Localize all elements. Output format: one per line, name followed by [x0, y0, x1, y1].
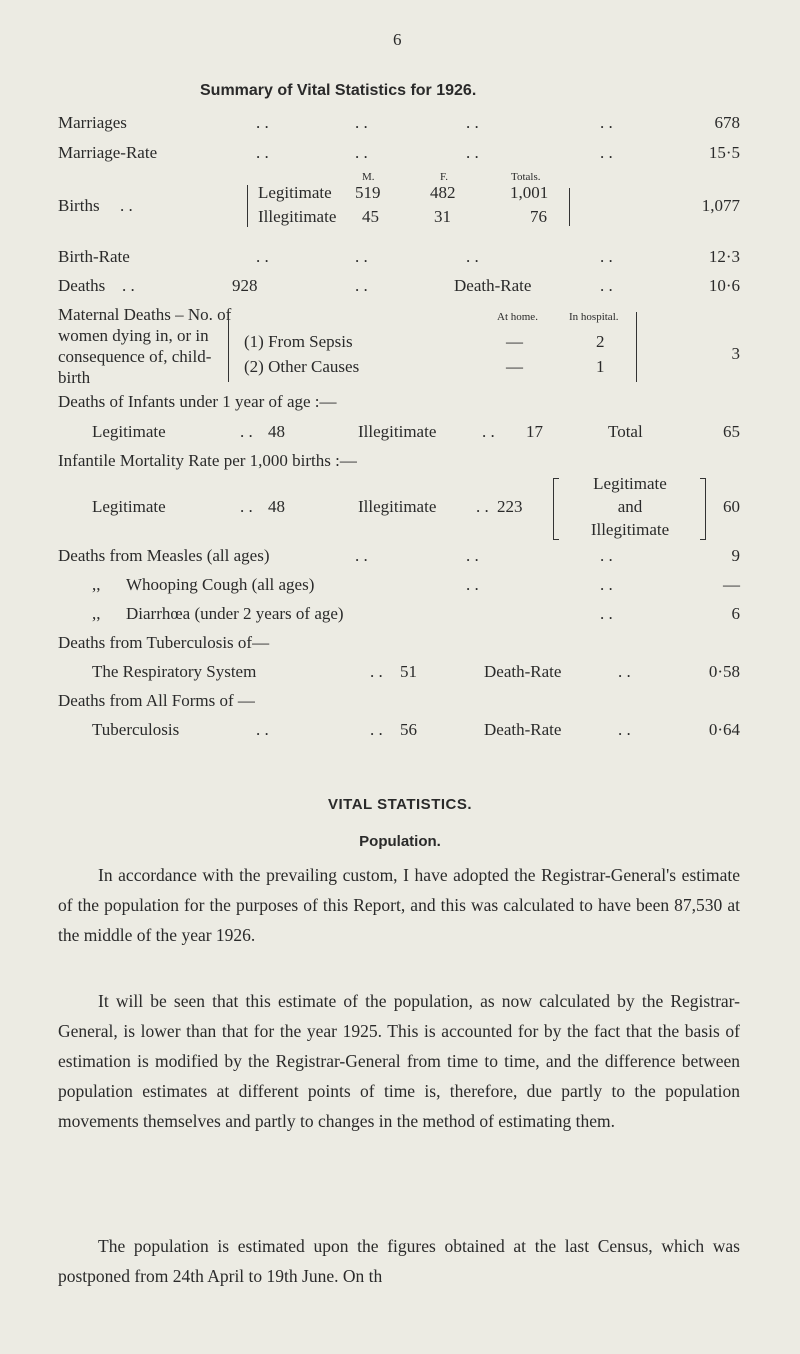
ditto-mark: ,, [92, 604, 101, 623]
diarrhoea-value: 6 [731, 604, 740, 623]
illegit-total: 76 [530, 207, 547, 226]
sepsis-home: — [506, 332, 523, 351]
dot-leader: . . [122, 276, 135, 295]
dot-leader: . . [600, 575, 613, 594]
dot-leader: . . [355, 113, 368, 132]
mortality-left-brace [553, 478, 559, 540]
dot-leader: . . [256, 113, 269, 132]
dot-leader: . . [256, 143, 269, 162]
death-rate-label: Death-Rate [454, 276, 532, 295]
dot-leader: . . [240, 497, 253, 516]
marriages-label: Marriages [58, 113, 127, 132]
dot-leader: . . [355, 143, 368, 162]
dot-leader: . . [355, 546, 368, 565]
dot-leader: . . [466, 143, 479, 162]
births-right-brace [566, 188, 570, 226]
dot-leader: . . [466, 113, 479, 132]
infant-legit-value: 48 [268, 422, 285, 441]
tb-resp-rate-label: Death-Rate [484, 662, 562, 681]
population-title: Population. [359, 833, 441, 850]
dot-leader: . . [466, 575, 479, 594]
vital-statistics-title: VITAL STATISTICS. [327, 796, 473, 813]
measles-label: Deaths from Measles (all ages) [58, 546, 270, 565]
tb-all-rate-value: 0·64 [708, 720, 740, 739]
dot-leader: . . [120, 196, 133, 215]
mortality-combined-l3: Illegitimate [590, 520, 670, 539]
illegit-m: 45 [362, 207, 379, 226]
dot-leader: . . [600, 546, 613, 565]
dot-leader: . . [600, 113, 613, 132]
other-hospital: 1 [596, 357, 605, 376]
tb-resp-label: The Respiratory System [92, 662, 257, 681]
measles-value: 9 [731, 546, 740, 565]
col-m: M. [362, 171, 375, 183]
legit-total: 1,001 [510, 183, 549, 202]
legit-label: Legitimate [258, 183, 332, 202]
dot-leader: . . [256, 720, 269, 739]
dot-leader: . . [600, 604, 613, 623]
tb-all-label: Tuberculosis [92, 720, 180, 739]
infant-total-value: 65 [723, 422, 740, 441]
births-label: Births [58, 196, 100, 215]
dot-leader: . . [482, 422, 495, 441]
dot-leader: . . [600, 247, 613, 266]
page-number: 6 [393, 30, 402, 49]
marriage-rate-label: Marriage-Rate [58, 143, 158, 162]
dot-leader: . . [476, 497, 489, 516]
dot-leader: . . [355, 276, 368, 295]
diarrhoea-label: Diarrhœa (under 2 years of age) [126, 604, 344, 623]
summary-title: Summary of Vital Statistics for 1926. [200, 82, 477, 99]
mortality-illegit-value: 223 [497, 497, 523, 516]
infant-total-label: Total [608, 422, 643, 441]
infant-mortality-heading: Infantile Mortality Rate per 1,000 births :— [58, 451, 357, 470]
dot-leader: . . [618, 720, 631, 739]
dot-leader: . . [256, 247, 269, 266]
deaths-label: Deaths [58, 276, 106, 295]
paragraph-3: The population is estimated upon the figures obtained at the last Census, which was postponed from 24th April to 19th June. On th [58, 1236, 740, 1286]
ditto-mark: ,, [92, 575, 101, 594]
mortality-combined-l1: Legitimate [593, 474, 667, 493]
marriages-value: 678 [714, 113, 740, 132]
dot-leader: . . [618, 662, 631, 681]
tb-resp-rate-value: 0·58 [708, 662, 740, 681]
infant-illegit-value: 17 [526, 422, 543, 441]
dot-leader: . . [240, 422, 253, 441]
dot-leader: . . [466, 247, 479, 266]
maternal-line4: birth [58, 368, 91, 387]
paragraph-1: In accordance with the prevailing custom, I have adopted the Registrar-General's estimate of the population for the purposes of this Report, and this was calculated to have been 87,530 at the middle of the year 1926. [58, 865, 740, 945]
infant-illegit-label: Illegitimate [358, 422, 437, 441]
tb-all-rate-label: Death-Rate [484, 720, 562, 739]
maternal-line3: consequence of, child- [58, 347, 212, 366]
illegit-label: Illegitimate [258, 207, 337, 226]
birth-rate-label: Birth-Rate [58, 247, 130, 266]
birth-rate-value: 12·3 [708, 247, 740, 266]
maternal-line1: Maternal Deaths – No. of [58, 305, 232, 324]
tb-all-value: 56 [400, 720, 417, 739]
col-f: F. [440, 171, 448, 183]
dot-leader: . . [600, 143, 613, 162]
paragraph-2: It will be seen that this estimate of the population, as now calculated by the Registrar-General, is lower than that for the year 1925. This is accounted for by the fact that the basis of estimation is modified by the Registrar-General from time to time, and the difference between population estimates at different points of time is, therefore, due partly to the population movements themselves and partly to changes in the method of estimating them. [58, 991, 740, 1131]
other-causes-label: (2) Other Causes [244, 357, 360, 376]
mortality-legit-label: Legitimate [92, 497, 166, 516]
marriage-rate-value: 15·5 [708, 143, 740, 162]
maternal-right-brace [632, 312, 637, 382]
col-at-home: At home. [497, 311, 538, 323]
col-totals: Totals. [511, 171, 541, 183]
legit-m: 519 [355, 183, 381, 202]
col-in-hospital: In hospital. [569, 311, 619, 323]
whooping-value: — [723, 575, 740, 594]
maternal-total: 3 [731, 344, 740, 363]
whooping-label: Whooping Cough (all ages) [126, 575, 315, 594]
maternal-line2: women dying in, or in [58, 326, 209, 345]
sepsis-label: (1) From Sepsis [244, 332, 353, 351]
mortality-legit-value: 48 [268, 497, 285, 516]
mortality-combined-value: 60 [723, 497, 740, 516]
mortality-combined-l2: and [617, 497, 643, 516]
dot-leader: . . [600, 276, 613, 295]
infant-legit-label: Legitimate [92, 422, 166, 441]
births-grand-total: 1,077 [701, 196, 740, 215]
other-home: — [506, 357, 523, 376]
maternal-left-brace [228, 312, 233, 382]
infant-deaths-heading: Deaths of Infants under 1 year of age :— [58, 392, 337, 411]
tb-all-heading: Deaths from All Forms of — [58, 691, 255, 710]
illegit-f: 31 [434, 207, 451, 226]
mortality-illegit-label: Illegitimate [358, 497, 437, 516]
dot-leader: . . [355, 247, 368, 266]
tb-resp-value: 51 [400, 662, 417, 681]
legit-f: 482 [430, 183, 456, 202]
tb-heading: Deaths from Tuberculosis of— [58, 633, 270, 652]
dot-leader: . . [370, 662, 383, 681]
deaths-value: 928 [232, 276, 258, 295]
births-brace [247, 185, 251, 227]
death-rate-value: 10·6 [708, 276, 740, 295]
dot-leader: . . [370, 720, 383, 739]
sepsis-hospital: 2 [596, 332, 605, 351]
dot-leader: . . [466, 546, 479, 565]
